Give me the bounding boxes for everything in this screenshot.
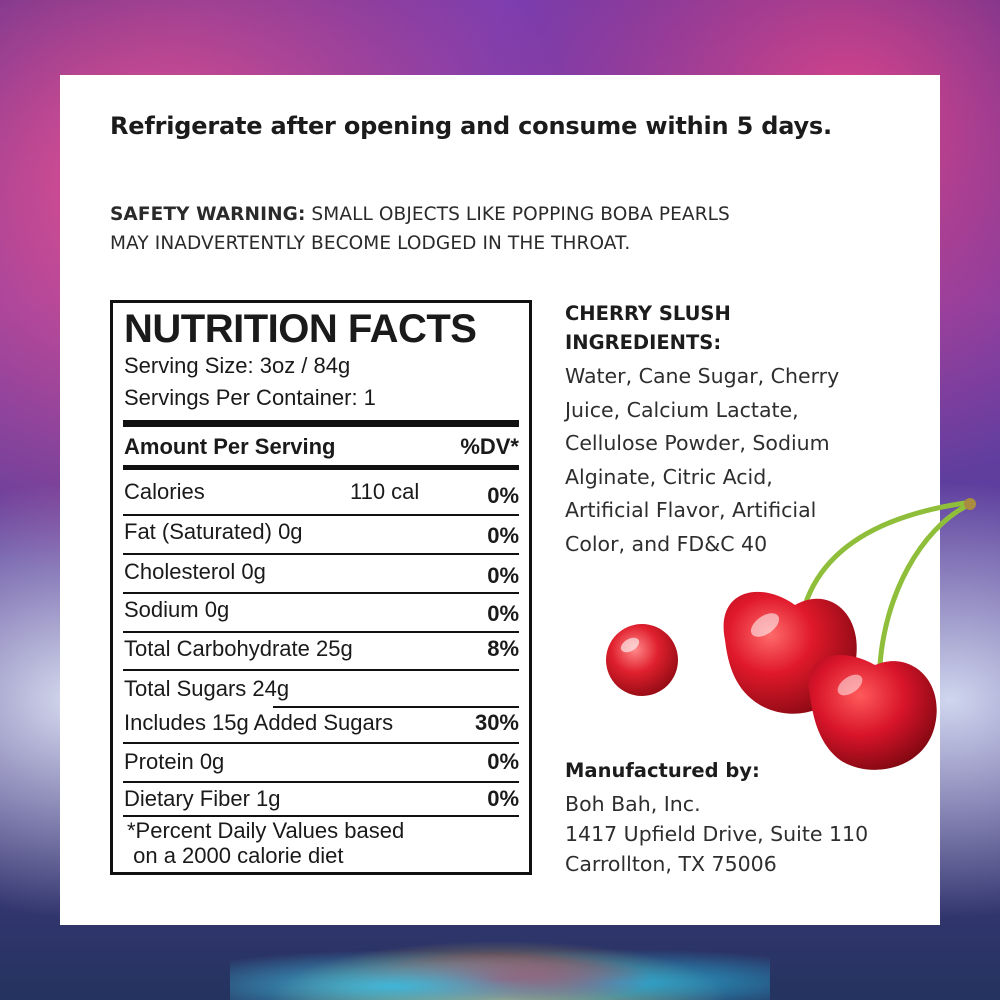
dv-header: %DV*	[460, 434, 519, 459]
nutrient-dv: 8%	[487, 636, 519, 661]
nutrient-label: Total Sugars 24g	[124, 676, 290, 701]
nutrient-label: Protein 0g	[124, 749, 225, 774]
thick-divider	[123, 420, 519, 427]
manufacturer-name: Boh Bah, Inc.	[565, 792, 701, 816]
row-divider	[123, 592, 519, 594]
nutrition-row	[124, 519, 519, 555]
nutrition-facts-panel	[110, 300, 532, 875]
warning-text-2: MAY INADVERTENTLY BECOME LODGED IN THE THROAT.	[110, 233, 631, 254]
cherry-right	[808, 655, 936, 770]
stem-tip	[964, 498, 976, 510]
nutrient-label: Fat (Saturated) 0g	[124, 519, 303, 544]
manufacturer-address-2: Carrollton, TX 75006	[565, 852, 777, 876]
cherry-stem	[805, 503, 965, 605]
storage-note: Refrigerate after opening and consume within 5 days.	[110, 112, 832, 140]
ingredient-line: Alginate, Citric Acid,	[565, 464, 773, 489]
ingredients-title-line-1: CHERRY SLUSH	[565, 302, 731, 325]
nutrition-row	[124, 479, 519, 515]
ingredient-line: Juice, Calcium Lactate,	[565, 397, 799, 422]
nutrient-dv: 0%	[487, 563, 519, 588]
ingredients-title	[565, 299, 865, 357]
nutrient-dv: 0%	[487, 601, 519, 626]
nutrient-label: Dietary Fiber 1g	[124, 786, 281, 811]
amount-per-serving-label: Amount Per Serving	[124, 434, 336, 459]
footnote-line-2: on a 2000 calorie diet	[127, 843, 344, 868]
nutrition-row	[124, 597, 519, 633]
ingredient-line: Cellulose Powder, Sodium	[565, 431, 830, 455]
ingredient-line: Water, Cane Sugar, Cherry	[565, 364, 840, 388]
nutrition-row	[124, 559, 519, 595]
manufacturer-address-1: 1417 Upfield Drive, Suite 110	[565, 822, 869, 846]
dv-footnote	[127, 818, 404, 868]
header-divider	[123, 465, 519, 470]
row-divider	[273, 706, 519, 708]
cherry-illustration	[600, 495, 1000, 785]
nutrition-row	[124, 749, 519, 785]
nutrient-dv: 0%	[487, 523, 519, 548]
row-divider	[123, 669, 519, 671]
ingredient-line: Artificial Flavor, Artificial	[565, 498, 817, 522]
row-divider	[123, 514, 519, 516]
safety-warning	[110, 200, 870, 258]
ingredients-title-line-2: INGREDIENTS:	[565, 331, 722, 354]
nutrient-dv: 0%	[487, 749, 519, 774]
warning-text-1: SMALL OBJECTS LIKE POPPING BOBA PEARLS	[305, 204, 730, 225]
warning-label: SAFETY WARNING:	[110, 204, 306, 225]
nutrient-label: Sodium 0g	[124, 597, 230, 622]
nutrient-dv: 0%	[487, 483, 519, 508]
row-divider	[123, 553, 519, 555]
nutrition-title: NUTRITION FACTS	[124, 307, 477, 351]
boba-pearl	[606, 624, 678, 696]
ingredient-line: Color, and FD&C 40	[565, 531, 768, 556]
background-artwork	[230, 930, 770, 1000]
nutrient-label: Calories	[124, 479, 205, 504]
row-divider	[123, 631, 519, 633]
nutrition-row	[124, 710, 519, 746]
nutrient-label: Cholesterol 0g	[124, 559, 266, 584]
cherry-stem	[880, 505, 968, 665]
nutrition-row	[124, 636, 519, 672]
serving-size: Serving Size: 3oz / 84g	[124, 353, 351, 378]
nutrient-label: Total Carbohydrate 25g	[124, 636, 353, 661]
nutrient-dv: 0%	[487, 786, 519, 811]
warning-line-1	[110, 200, 870, 229]
nutrient-label: Includes 15g Added Sugars	[124, 710, 394, 735]
footnote-line-1: *Percent Daily Values based	[127, 818, 405, 843]
servings-per-container: Servings Per Container: 1	[124, 385, 376, 410]
nutrient-amount: 110 cal	[350, 479, 420, 504]
row-divider	[123, 742, 519, 744]
row-divider	[123, 815, 519, 817]
manufacturer-title: Manufactured by:	[565, 759, 760, 782]
nutrient-dv: 30%	[474, 710, 519, 735]
row-divider	[123, 781, 519, 783]
